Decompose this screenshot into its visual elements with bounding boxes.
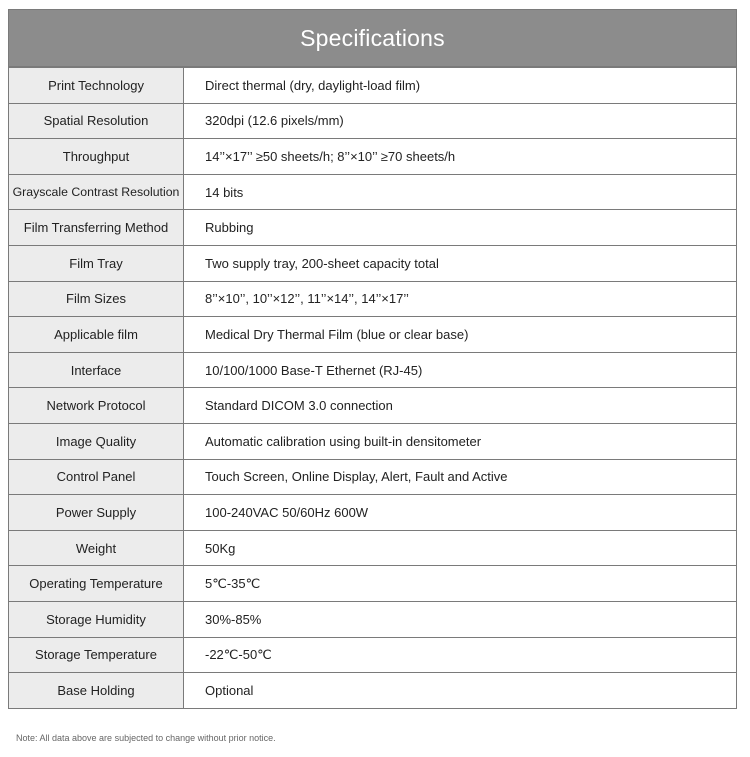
table-row (9, 530, 737, 566)
table-row (9, 459, 737, 495)
row-value: -22℃-50℃ (184, 637, 737, 673)
table-row (9, 352, 737, 388)
table-row (9, 601, 737, 637)
row-label: Storage Temperature (9, 637, 184, 673)
row-value: 5℃-35℃ (184, 566, 737, 602)
row-value: Automatic calibration using built-in densitometer (184, 423, 737, 459)
table-row (9, 103, 737, 139)
table-row (9, 174, 737, 210)
row-label: Storage Humidity (9, 601, 184, 637)
row-label: Weight (9, 530, 184, 566)
table-row (9, 68, 737, 104)
row-value: Two supply tray, 200-sheet capacity total (184, 245, 737, 281)
row-label: Throughput (9, 139, 184, 175)
row-label: Base Holding (9, 673, 184, 709)
row-label: Control Panel (9, 459, 184, 495)
row-label: Grayscale Contrast Resolution (9, 174, 184, 210)
row-label: Spatial Resolution (9, 103, 184, 139)
row-value: 14’’×17’’ ≥50 sheets/h; 8’’×10’’ ≥70 sheets/h (184, 139, 737, 175)
row-label: Image Quality (9, 423, 184, 459)
table-row (9, 423, 737, 459)
table-header (8, 9, 737, 67)
row-label: Applicable film (9, 317, 184, 353)
row-label: Film Tray (9, 245, 184, 281)
row-value: Medical Dry Thermal Film (blue or clear base) (184, 317, 737, 353)
row-value: Direct thermal (dry, daylight-load film) (184, 68, 737, 104)
row-label: Network Protocol (9, 388, 184, 424)
table-row (9, 673, 737, 709)
row-value: 10/100/1000 Base-T Ethernet (RJ-45) (184, 352, 737, 388)
row-value: 14 bits (184, 174, 737, 210)
row-label: Print Technology (9, 68, 184, 104)
row-value: 8’’×10’’, 10’’×12’’, 11’’×14’’, 14’’×17’’ (184, 281, 737, 317)
table-row (9, 637, 737, 673)
row-label: Interface (9, 352, 184, 388)
spec-table (8, 67, 737, 709)
row-value: 100-240VAC 50/60Hz 600W (184, 495, 737, 531)
row-label: Power Supply (9, 495, 184, 531)
row-value: Optional (184, 673, 737, 709)
table-row (9, 281, 737, 317)
table-row (9, 388, 737, 424)
specifications-table (8, 9, 737, 709)
table-row (9, 317, 737, 353)
row-value: 30%-85% (184, 601, 737, 637)
row-label: Film Transferring Method (9, 210, 184, 246)
table-row (9, 495, 737, 531)
row-value: 50Kg (184, 530, 737, 566)
table-row (9, 566, 737, 602)
disclaimer-note: Note: All data above are subjected to change without prior notice. (16, 733, 276, 743)
table-row (9, 139, 737, 175)
row-value: Standard DICOM 3.0 connection (184, 388, 737, 424)
table-row (9, 245, 737, 281)
row-label: Film Sizes (9, 281, 184, 317)
row-value: 320dpi (12.6 pixels/mm) (184, 103, 737, 139)
row-value: Touch Screen, Online Display, Alert, Fault and Active (184, 459, 737, 495)
row-value: Rubbing (184, 210, 737, 246)
page-title: Specifications (300, 24, 445, 51)
table-row (9, 210, 737, 246)
row-label: Operating Temperature (9, 566, 184, 602)
